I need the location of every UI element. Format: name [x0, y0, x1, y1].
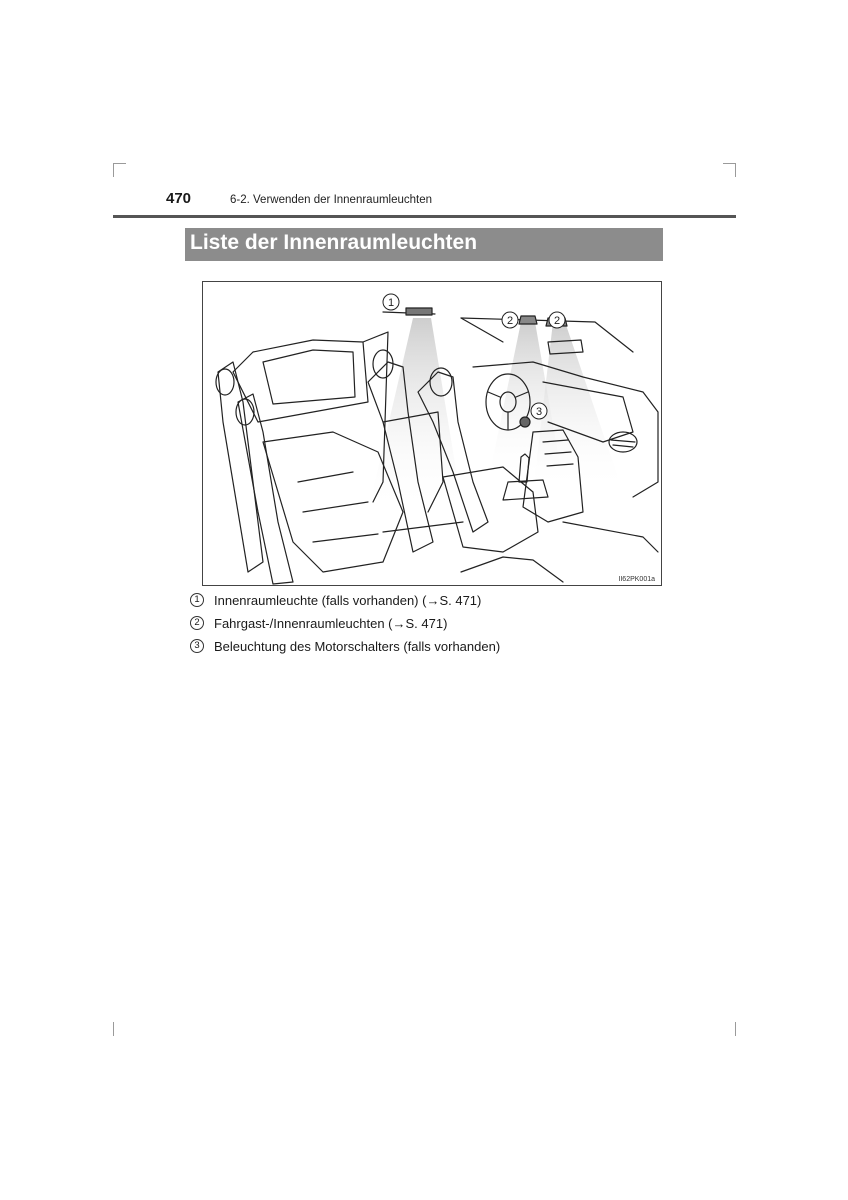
svg-text:1: 1	[387, 297, 395, 309]
number-circle: 2	[190, 616, 204, 630]
crop-mark-top-left-h	[113, 163, 126, 164]
rear-seat-back-middle	[238, 394, 293, 584]
legend-item	[190, 592, 660, 615]
crop-mark-top-right-v	[735, 163, 736, 177]
section-reference: 6-2. Verwenden der Innenraumleuchten	[230, 194, 433, 206]
overhead-lamp-2	[519, 316, 537, 324]
svg-text:2: 2	[506, 315, 514, 327]
floor-line	[383, 522, 658, 552]
section-title-bar	[185, 228, 663, 261]
section-title: Liste der Innenraumleuchten	[190, 231, 478, 254]
engine-switch	[520, 417, 530, 427]
legend-item	[190, 638, 660, 661]
crop-mark-bottom-left	[113, 1022, 114, 1036]
crop-mark-top-left-v	[113, 163, 114, 177]
svg-text:3: 3	[535, 406, 543, 418]
headrest-front-left	[373, 350, 393, 378]
legend-text: Beleuchtung des Motorschalters (falls vorhanden)	[214, 639, 501, 654]
car-interior-drawing	[203, 282, 662, 586]
interior-lights-illustration	[202, 281, 662, 586]
number-circle: 3	[190, 639, 204, 653]
figure-code: II62PK001a	[618, 576, 655, 583]
crop-mark-bottom-right	[735, 1022, 736, 1036]
header-rule	[113, 215, 736, 218]
number-circle: 1	[190, 593, 204, 607]
overhead-lamp-1	[406, 308, 432, 315]
legend-item	[190, 615, 660, 638]
legend-list	[190, 592, 660, 661]
legend-text: Fahrgast-/Innenraumleuchten (→S. 471)	[214, 616, 448, 631]
rear-seat-back-left	[218, 362, 263, 572]
legend-text: Innenraumleuchte (falls vorhanden) (→S. 471)	[214, 593, 482, 608]
page-number: 470	[166, 190, 192, 207]
svg-text:2: 2	[553, 315, 561, 327]
